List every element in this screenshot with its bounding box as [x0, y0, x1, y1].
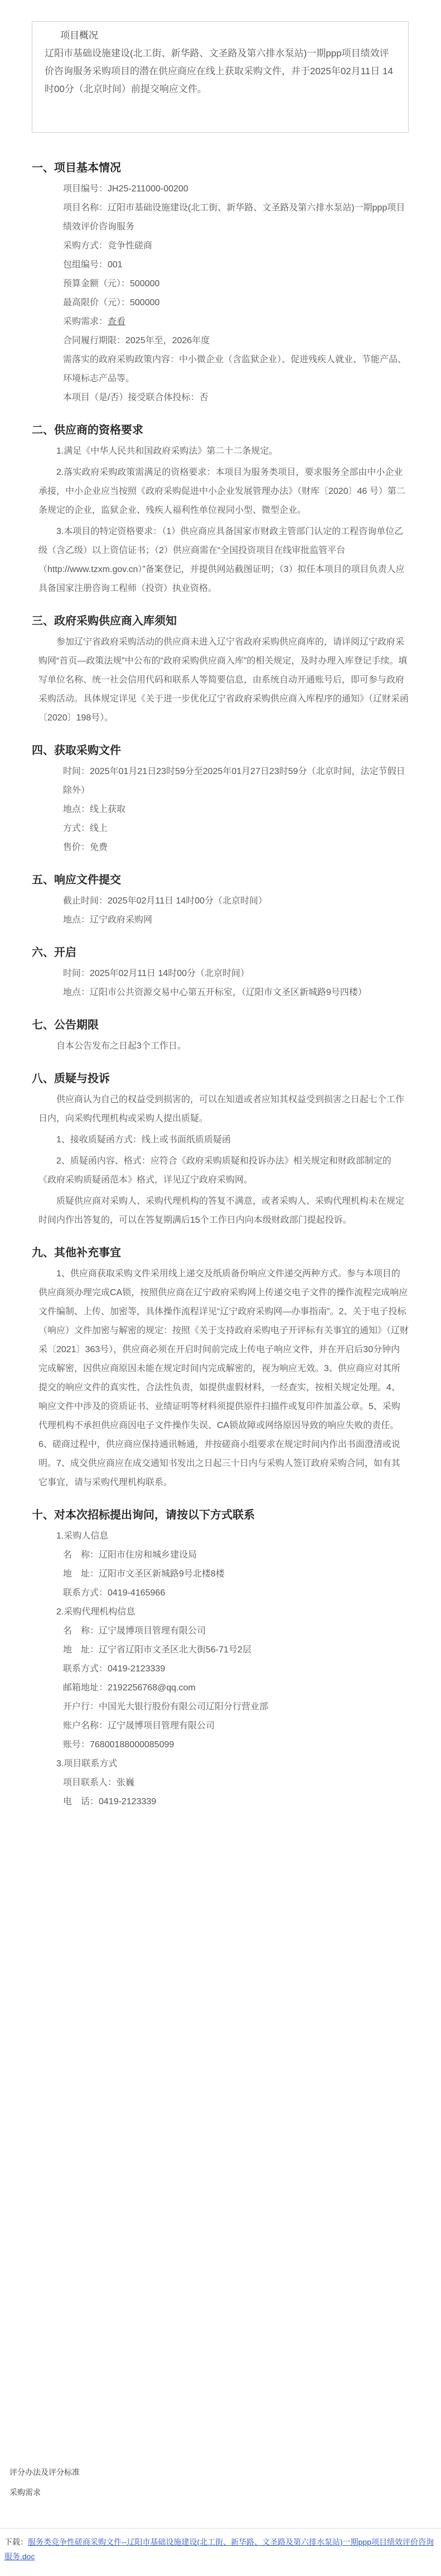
obtain-price: 售价：免费: [63, 843, 108, 852]
supplier-registration-notice: 参加辽宁省政府采购活动的供应商未进入辽宁省政府采购供应商库的，请详阅辽宁政府采购网“首页—政策法规”中公布的“政府采购供应商入库”的相关规定，及时办理入库登记手续。填写单位名称、统一社会信用代码和联系人等简要信息，由系统自动开通账号后，即可参与政府采购活动。具体规定详见《关于进一步优化辽宁省政府采购供应商入库程序的通知》（辽财采函〔2020〕198号）。: [38, 637, 409, 723]
max-price: 最高限价（元）：500000: [63, 298, 160, 307]
obtain-method: 方式：线上: [63, 824, 108, 833]
purchaser-name: 名 称：辽阳市住房和城乡建设局: [63, 1550, 197, 1560]
procurement-method: 采购方式：竞争性磋商: [63, 241, 153, 251]
inquiry-paragraph-1: 供应商认为自己的权益受到损害的，可以在知道或者应知其权益受到损害之日起七个工作日内，向采购代理机构或采购人提出质疑。: [38, 1095, 405, 1123]
section-9-title: 九、其他补充事宜: [32, 1247, 121, 1259]
summary-title: 项目概况: [60, 30, 98, 41]
policy-content: 需落实的政府采购政策内容：中小微企业（含监狱企业）、促进残疾人就业、节能产品、环境标志产品等。: [63, 355, 407, 383]
supplementary-matters: 1、供应商获取采购文件采用线上递交及纸质备份响应文件递交两种方式。参与本项目的供应商须办理完成CA锁，按照供应商在辽宁政府采购网上传递交电子文件的操作流程完成响应文件编制、上传、加密等，具体操作流程详见“辽宁政府采购网—办事指南”。2、关于电子投标（响应）文件加密与解密的规定：按照《关于支持政府采购电子开评标有关事宜的通知》（辽财采〔2021〕363号），供应商必须在开启时间前完成上传电子响应文件，并在开启后30分钟内完成解密，因供应商原因未能在规定时间内完成解密的，视为响应无效。3、供应商应对其所提交的响应文件的真实性、合法性负责，如提供虚假材料，一经查实，按相关规定处理。4、响应文件中涉及的资质证书、业绩证明等材料须提供原件扫描件或复印件加盖公章。5、采购代理机构不承担供应商因电子文件操作失误、CA锁故障或网络原因导致的响应失败的责任。6、磋商过程中，供应商应保持通讯畅通，并按磋商小组要求在规定时间内作出书面澄清或说明。7、成交供应商应在成交通知书发出之日起三十日内与采购人签订政府采购合同，如有其它事宜，请与采购代理机构联系。: [38, 1269, 409, 1487]
purchaser-heading: 1.采购人信息: [56, 1531, 109, 1541]
inquiry-paragraph-2: 1、接收质疑函方式：线上或书面纸质质疑函: [56, 1135, 231, 1145]
inquiry-paragraph-4: 质疑供应商对采购人、采购代理机构的答复不满意，或者采购人、采购代理机构未在规定时间内作出答复的，可以在答复期满后15个工作日内向本级财政部门提起投诉。: [38, 1196, 405, 1225]
attachment-scoring-method[interactable]: 评分办法及评分标准: [9, 2468, 80, 2477]
project-contact-heading: 3.项目联系方式: [56, 1759, 118, 1768]
project-contact-person: 项目联系人：张巍: [63, 1778, 135, 1787]
footer-divider: [0, 2528, 441, 2529]
qualification-item-1: 1.满足《中华人民共和国政府采购法》第二十二条规定。: [56, 446, 278, 456]
view-requirements-link[interactable]: 查看: [108, 317, 126, 326]
agency-address: 地 址：辽宁省辽阳市文圣区北大街56-71号2层: [63, 1645, 251, 1655]
agency-email: 邮箱地址：2192256768@qq.com: [63, 1683, 196, 1693]
section-7-title: 七、公告期限: [32, 1019, 99, 1031]
attachment-requirements[interactable]: 采购需求: [9, 2488, 41, 2497]
contract-period: 合同履行期限：2025年至，2026年度: [63, 336, 210, 345]
agency-name: 名 称：辽宁晟博项目管理有限公司: [63, 1626, 206, 1636]
section-8-title: 八、质疑与投诉: [32, 1073, 110, 1085]
consortium-allowed: 本项目（是/否）接受联合体投标：否: [63, 393, 209, 402]
budget-amount: 预算金额（元）：500000: [63, 279, 160, 289]
agency-bank: 开户行：中国光大银行股份有限公司辽阳分行营业部: [63, 1702, 269, 1712]
project-name: 项目名称：辽阳市基础设施建设(北工街、新华路、文圣路及第六排水泵站)一期ppp项目绩效评价咨询服务: [63, 203, 405, 232]
qualification-item-2: 2.落实政府采购政策需满足的资格要求：本项目为服务类项目，要求服务全部由中小企业承接，中小企业应当按照《政府采购促进中小企业发展管理办法》（财库〔2020〕46 号）第二条规定的企业，监狱企业、残疾人福利性单位视同小型、微型企业。: [38, 468, 405, 515]
project-number: 项目编号：JH25-211000-00200: [63, 184, 188, 194]
section-5-title: 五、响应文件提交: [32, 874, 121, 886]
submission-deadline: 截止时间：2025年02月11日 14时00分（北京时间）: [63, 896, 268, 906]
purchaser-phone: 联系方式：0419-4165966: [63, 1588, 166, 1598]
download-row: [4, 2535, 437, 2564]
submission-location: 地点：辽宁政府采购网: [63, 915, 153, 925]
agency-phone: 联系方式：0419-2123339: [63, 1664, 166, 1674]
opening-location: 地点：辽阳市公共资源交易中心第五开标室，（辽阳市文圣区新城路9号四楼）: [63, 988, 367, 997]
section-4-title: 四、获取采购文件: [32, 744, 121, 757]
download-document-link[interactable]: 服务类竞争性磋商采购文件--辽阳市基础设施建设(北工街、新华路、文圣路及第六排水泵站)一期ppp项目绩效评价咨询服务.doc: [4, 2537, 434, 2561]
section-10-title: 十、对本次招标提出询问，请按以下方式联系: [32, 1509, 255, 1521]
project-summary-box: [32, 21, 409, 133]
qualification-item-3: 3.本项目的特定资格要求：（1）供应商应具备国家市财政主管部门认定的工程咨询单位乙级（含乙级）以上资信证书；（2）供应商需在“全国投资项目在线审批监管平台（http://www.tzxm.gov.cn）”备案登记，并提供网站截图证明；（3）拟任本项目的项目负责人应具备国家注册咨询工程师（投资）执业资格。: [38, 527, 405, 593]
download-label: 下载：: [4, 2537, 28, 2546]
announcement-content: [32, 145, 409, 1811]
opening-time: 时间：2025年02月11日 14时00分（北京时间）: [63, 969, 250, 978]
lot-number: 包组编号：001: [63, 260, 123, 270]
requirements-label: 采购需求：: [63, 317, 108, 326]
obtain-location: 地点：线上获取: [63, 805, 126, 814]
summary-text: 辽阳市基础设施建设(北工街、新华路、文圣路及第六排水泵站)一期ppp项目绩效评价咨询服务采购项目的潜在供应商应在线上获取采购文件，并于2025年02月11日 14时00分（北京时间）前提交响应文件。: [45, 48, 394, 94]
obtain-time: 时间：2025年01月21日23时59分至2025年01月27日23时59分（北京时间，法定节假日除外）: [63, 767, 405, 795]
purchaser-address: 地 址：辽阳市文圣区新城路9号北楼8楼: [63, 1569, 225, 1579]
section-2-title: 二、供应商的资格要求: [32, 424, 143, 436]
agency-account-name: 账户名称：辽宁晟博项目管理有限公司: [63, 1721, 215, 1731]
announcement-period: 自本公告发布之日起3个工作日。: [56, 1041, 186, 1051]
agency-heading: 2.采购代理机构信息: [56, 1607, 135, 1617]
agency-account-number: 账号：76800188000085099: [63, 1740, 175, 1750]
inquiry-paragraph-3: 2、质疑函内容、格式：应符合《政府采购质疑和投诉办法》相关规定和财政部制定的《政府采购质疑函范本》格式，详见辽宁政府采购网。: [38, 1156, 391, 1185]
project-contact-phone: 电 话：0419-2123339: [63, 1797, 157, 1806]
section-6-title: 六、开启: [32, 946, 76, 959]
section-3-title: 三、政府采购供应商入库须知: [32, 615, 177, 627]
procurement-requirements: [32, 313, 409, 331]
section-1-title: 一、项目基本情况: [32, 162, 121, 174]
